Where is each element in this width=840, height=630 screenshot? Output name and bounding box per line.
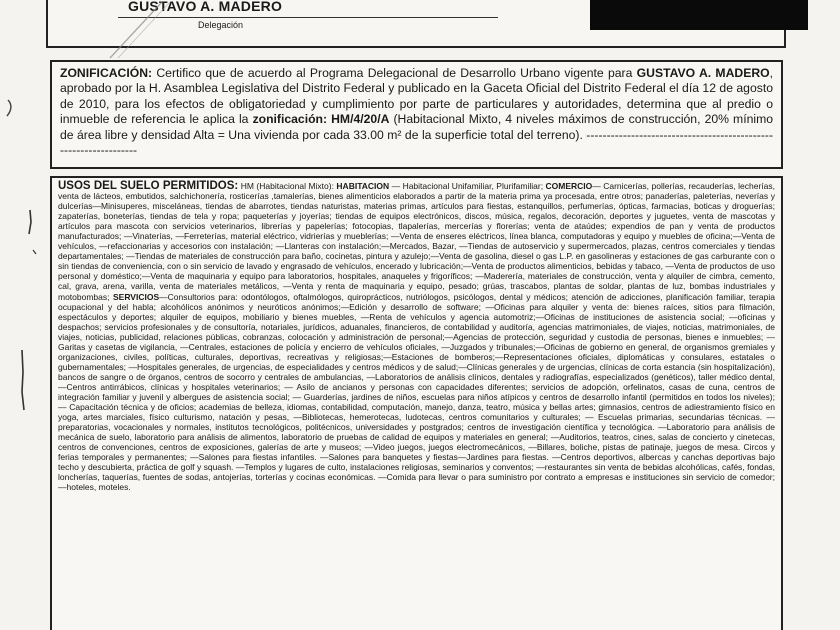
usos-text-3: — Carnicerías, pollerías, recauderías, lecherías, venta de lácteos, embutidos, salchichonería, rosticerías ,tamalerías, bienes alimenticios elaborados a partir de la materia prima ya procesada, entre otros; panaderías, paleterías, neverías y dulcerías—Minisuperes, misceláneas, tiendas de abarrotes, tiendas naturistas, materias primas, artículos para fiestas, estanquillos, perfumerías, ópticas, farmacias, boticas y droguerías; zapaterías, boneterías, tiendas de tela y ropa; paqueterías y joyerías; tiendas de equipos electrónicos, discos, música, regalos, decoración, deportes y juguetes, venta de mascotas y artículos para mascota con servicios veterinarios, librerías y papelerías; fotocopias, tlapalerías, mercerías y florerías; venta de ataúdes; expendios de pan y venta de productos manufacturados; —Vinaterías, —Ferreterías, material eléctrico, vidrierías y mueblerías; —Venta de enseres eléctricos, línea blanca, computadoras y equipo y muebles de oficina;—Venta de vehículos, —refaccionarias y accesorios con instalación; —Llanteras con instalación;—Mercados, Bazar, —Tiendas de autoservicio y supermercados, plazas, centros comerciales y tiendas departamentales; —Tiendas de materiales de construcción para baño, cocinetas, pintura y azulejo;—Venta de gasolina, diesel o gas L.P. en gasolineras y estaciones de gas carburante con o sin tiendas de conveniencia, con o sin servicio de lavado y engrasado de vehículos, encerado y lubricación;—Venta de productos alimenticios, bebidas y tabaco, —Venta de productos de uso personal y doméstico;—Venta de maquinaria y equipo para laboratorios, hospitales, anaqueles y frigoríficos; —Maderería, materiales de construcción, venta y alquiler de cimbra, cemento, cal, grava, arena, varilla, venta de materiales metálicos, —Venta y renta de maquinaria y equipo, pesado; grúas, trascabos, plantas de soldar, plantas de luz, bombas industriales y motobombas; xyxy=(58,181,775,302)
usos-habitacion: HABITACION xyxy=(336,181,390,191)
usos-heading: USOS DEL SUELO PERMITIDOS: xyxy=(58,180,239,192)
usos-text-2: — Habitacional Unifamiliar, Plurifamiliar; xyxy=(389,181,546,191)
zonificacion-text-1: Certifico que de acuerdo al Programa Delegacional de Desarrollo Urbano vigente para xyxy=(152,66,637,80)
zonificacion-text-2: , aprobado por la H. Asamblea Legislativa del Distrito Federal y publicado en la Gaceta Oficial del Distrito Federal el día 12 de agosto de 2010, para los efectos de obligatoriedad y cumplimiento por parte de particulares y autoridades, determina que al predio o inmueble de referencia le aplica la xyxy=(60,66,773,127)
zonificacion-code: zonificación: HM/4/20/A xyxy=(252,112,390,127)
usos-suelo-section xyxy=(50,176,783,630)
header-underline xyxy=(118,17,498,18)
header-box xyxy=(46,0,786,48)
usos-text-4: —Consultorios para: odontólogos, oftalmólogos, quiroprácticos, nutriólogos, psicólogos, dental y médicos; atención de adicciones, planificación familiar, terapia ocupacional y del habla; alcohólicos anónimos y neuróticos anónimos;—Edición y desarrollo de software; —Oficinas para alquiler y venta de: bienes raíces, sitios para filmación, espectáculos y deportes; alquiler de equipos, mobiliario y bienes muebles, —Renta de vehículos y agencia automotriz;—Oficinas de instituciones de asistencia social; —oficinas y despachos; servicios profesionales y de consultoría, notariales, jurídicos, aduanales, financieros, de contabilidad y auditoría, agencias matrimoniales, de viajes, noticias, matrimoniales, de viajes, noticias, publicidad, relaciones públicas, cobranzas, colocación y administración de personal;—Agencias de protección, seguridad y custodia de personas, bienes e inmuebles; —Garitas y casetas de vigilancia, —Centrales, estaciones de policía y encierro de vehículos oficiales, —Juzgados y tribunales;—Oficinas de gobierno en general, de organismos gremiales y organizaciones, civiles, políticas, culturales, deportivas, recreativas y religiosas;—Estaciones de bomberos;—Representaciones oficiales, diplomáticas y consulares, estatales o gubernamentales; —Hospitales generales, de urgencias, de especialidades y centros médicos y de salud;—Clínicas generales y de urgencias, clínicas de corta estancia (sin hospitalización), bancos de sangre o de órganos, centros de socorro y centrales de ambulancias, —Laboratorios de análisis clínicos, dentales y radiografías, especializados (genéticos), taller médico dental, —Centros antirrábicos, clínicas y hospitales veterinarios; — Asilo de ancianos y personas con capacidades diferentes; servicios de adopción, orfelinatos, casas de cuna, centros de integración familiar y juvenil y albergues de asistencia social; — Guarderías, jardines de niños, escuelas para niños atípicos y centros de desarrollo infantil (permitidos en todos los niveles); — Capacitación técnica y de oficios; academias de belleza, idiomas, contabilidad, computación, manejo, danza, teatro, música y bellas artes; gimnasios, centros de adiestramiento físico en yoga, artes marciales, físico culturismo, natación y pesas, —Bibliotecas, hemerotecas, ludotecas, centros comunitarios y culturales; — Escuelas primarias, secundarias técnicas. —preparatorias, vocacionales y normales, institutos tecnológicos, politécnicos, universidades y postgrados; centros de investigación científica y tecnológica. —Laboratorio para análisis de mecánica de suelo, laboratorio para análisis de alimentos, laboratorio de pruebas de calidad de equipos y materiales en general; —Auditorios, teatros, cines, salas de concierto y cinetecas, centros de convenciones, centros de exposiciones, galerías de arte y museos; —Video juegos, juegos electromecánicos, —Billares, boliche, pistas de patinaje, juegos de mesa. Circos y ferias temporales y permanentes; —Salones para fiestas infantiles. —Salones para banquetes y fiestas—Jardines para fiestas. —Centros deportivos, albercas y canchas deportivas bajo techo y descubierta, práctica de golf y squash. —Templos y lugares de culto, instalaciones religiosas, seminarios y conventos; —restaurantes sin venta de bebidas alcohólicas, cafés, fondas, loncherías, taquerías, fuentes de sodas, antojerías, torterías y cocinas económicas. —Comida para llevar o para suministro por contrato a empresas e instituciones sin servicio de comedor; —hoteles, moteles. xyxy=(58,291,775,493)
zonificacion-delegacion: GUSTAVO A. MADERO xyxy=(636,66,770,80)
zonificacion-section xyxy=(50,60,783,169)
usos-comercio: COMERCIO xyxy=(545,181,593,191)
usos-text-1: HM (Habitacional Mixto): xyxy=(238,181,337,191)
zonificacion-heading: ZONIFICACIÓN: xyxy=(60,66,153,80)
redaction-block xyxy=(590,0,808,30)
zonificacion-text-3: (Habitacional Mixto, 4 niveles máximos de construcción, 20% mínimo de área libre y densidad Alta = Una vivienda por cada 33.00 m² de la superficie total del terreno). ----------------------------------------------------------------- xyxy=(60,112,773,158)
delegacion-label: Delegación xyxy=(198,20,244,30)
delegacion-name: GUSTAVO A. MADERO xyxy=(128,0,283,14)
usos-servicios: SERVICIOS xyxy=(112,291,160,302)
